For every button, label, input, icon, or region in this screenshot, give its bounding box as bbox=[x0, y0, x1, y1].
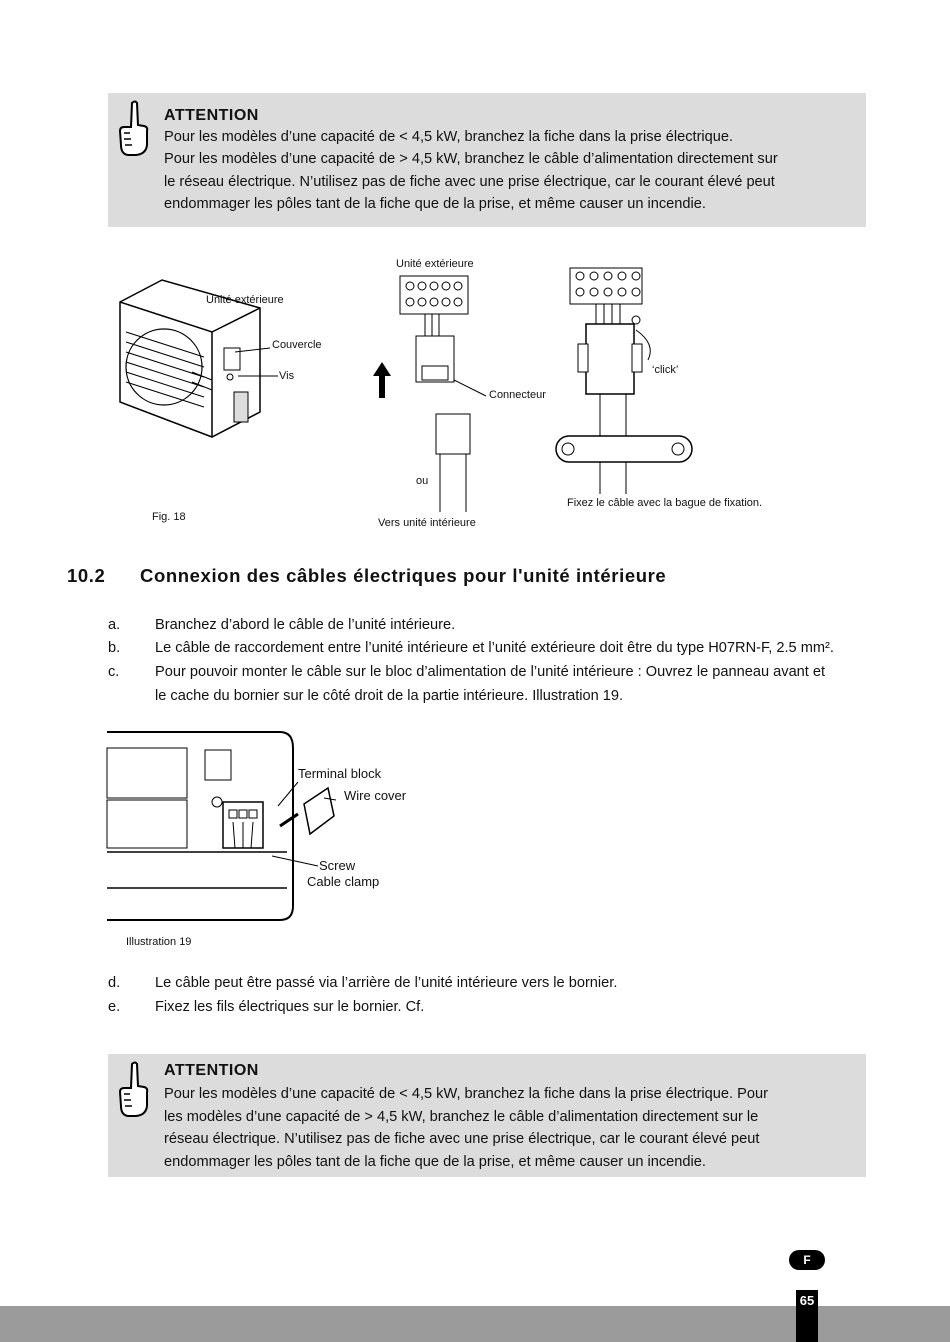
list-item: Pour pouvoir monter le câble sur le bloc d’alimentation de l’unité intérieure : Ouvrez le panneau avant et bbox=[155, 664, 826, 680]
wire-cover-drawing bbox=[262, 776, 342, 870]
list-item: Branchez d’abord le câble de l’unité intérieure. bbox=[155, 617, 456, 633]
attention-line: Pour les modèles d’une capacité de < 4,5 kW, branchez la fiche dans la prise électrique. Pour bbox=[164, 1086, 768, 1102]
label-to-indoor: Vers unité intérieure bbox=[378, 517, 476, 529]
attention-title: ATTENTION bbox=[164, 107, 259, 124]
list-item-continued: le cache du bornier sur le côté droit de la partie intérieure. Illustration 19. bbox=[155, 688, 624, 704]
attention-box-bottom bbox=[108, 1054, 866, 1177]
label-connector: Connecteur bbox=[489, 389, 546, 401]
label-cover: Couvercle bbox=[272, 339, 322, 351]
attention-line: endommager les pôles tant de la fiche que de la prise, et même causer un incendie. bbox=[164, 1154, 706, 1170]
attention-box-top bbox=[108, 93, 866, 227]
attention-line: Pour les modèles d’une capacité de < 4,5 kW, branchez la fiche dans la prise électrique. bbox=[164, 129, 734, 145]
attention-line: le réseau électrique. N’utilisez pas de fiche avec une prise électrique, car le courant élevé peut bbox=[164, 174, 775, 190]
list-marker: e. bbox=[108, 999, 121, 1015]
list-item: Fixez les fils électriques sur le bornier. Cf. bbox=[155, 999, 425, 1015]
label-screw: Vis bbox=[279, 370, 295, 382]
label-outdoor-unit-left: Unité extérieure bbox=[206, 294, 284, 306]
up-arrow-icon bbox=[373, 362, 391, 398]
list-item: Le câble de raccordement entre l’unité intérieure et l’unité extérieure doit être du type H07RN-F, 2.5 mm². bbox=[155, 640, 834, 656]
pointing-hand-icon bbox=[114, 99, 156, 159]
figure-caption: Fig. 18 bbox=[152, 511, 186, 523]
label-wire-cover: Wire cover bbox=[344, 788, 407, 803]
terminal-clamp-drawing bbox=[552, 264, 702, 494]
label-fix-cable: Fixez le câble avec la bague de fixation. bbox=[567, 497, 763, 509]
label-screw: Screw bbox=[319, 858, 356, 873]
list-marker: d. bbox=[108, 975, 121, 991]
attention-line: endommager les pôles tant de la fiche que de la prise, et même causer un incendie. bbox=[164, 196, 706, 212]
label-outdoor-unit-center: Unité extérieure bbox=[396, 258, 474, 270]
label-or: ou bbox=[416, 475, 429, 487]
label-cable-clamp: Cable clamp bbox=[307, 874, 380, 889]
label-click: ‘click’ bbox=[652, 364, 679, 376]
pointing-hand-icon bbox=[114, 1060, 156, 1120]
list-marker: b. bbox=[108, 640, 121, 656]
label-terminal-block: Terminal block bbox=[298, 766, 382, 781]
list-marker: c. bbox=[108, 664, 120, 680]
list-item: Le câble peut être passé via l’arrière de l’unité intérieure vers le bornier. bbox=[155, 975, 618, 991]
section-number: 10.2 bbox=[67, 565, 106, 586]
page-number: 65 bbox=[796, 1290, 818, 1342]
illustration-caption: Illustration 19 bbox=[126, 936, 192, 948]
section-title: Connexion des câbles électriques pour l'unité intérieure bbox=[140, 565, 667, 586]
list-marker: a. bbox=[108, 617, 121, 633]
attention-line: réseau électrique. N’utilisez pas de fiche avec une prise électrique, car le courant élevé peut bbox=[164, 1131, 760, 1147]
attention-line: Pour les modèles d’une capacité de > 4,5 kW, branchez le câble d’alimentation directement sur bbox=[164, 151, 778, 167]
language-badge: F bbox=[789, 1250, 825, 1270]
attention-title: ATTENTION bbox=[164, 1062, 259, 1079]
attention-line: les modèles d’une capacité de > 4,5 kW, branchez le câble d’alimentation directement sur le bbox=[164, 1109, 759, 1125]
